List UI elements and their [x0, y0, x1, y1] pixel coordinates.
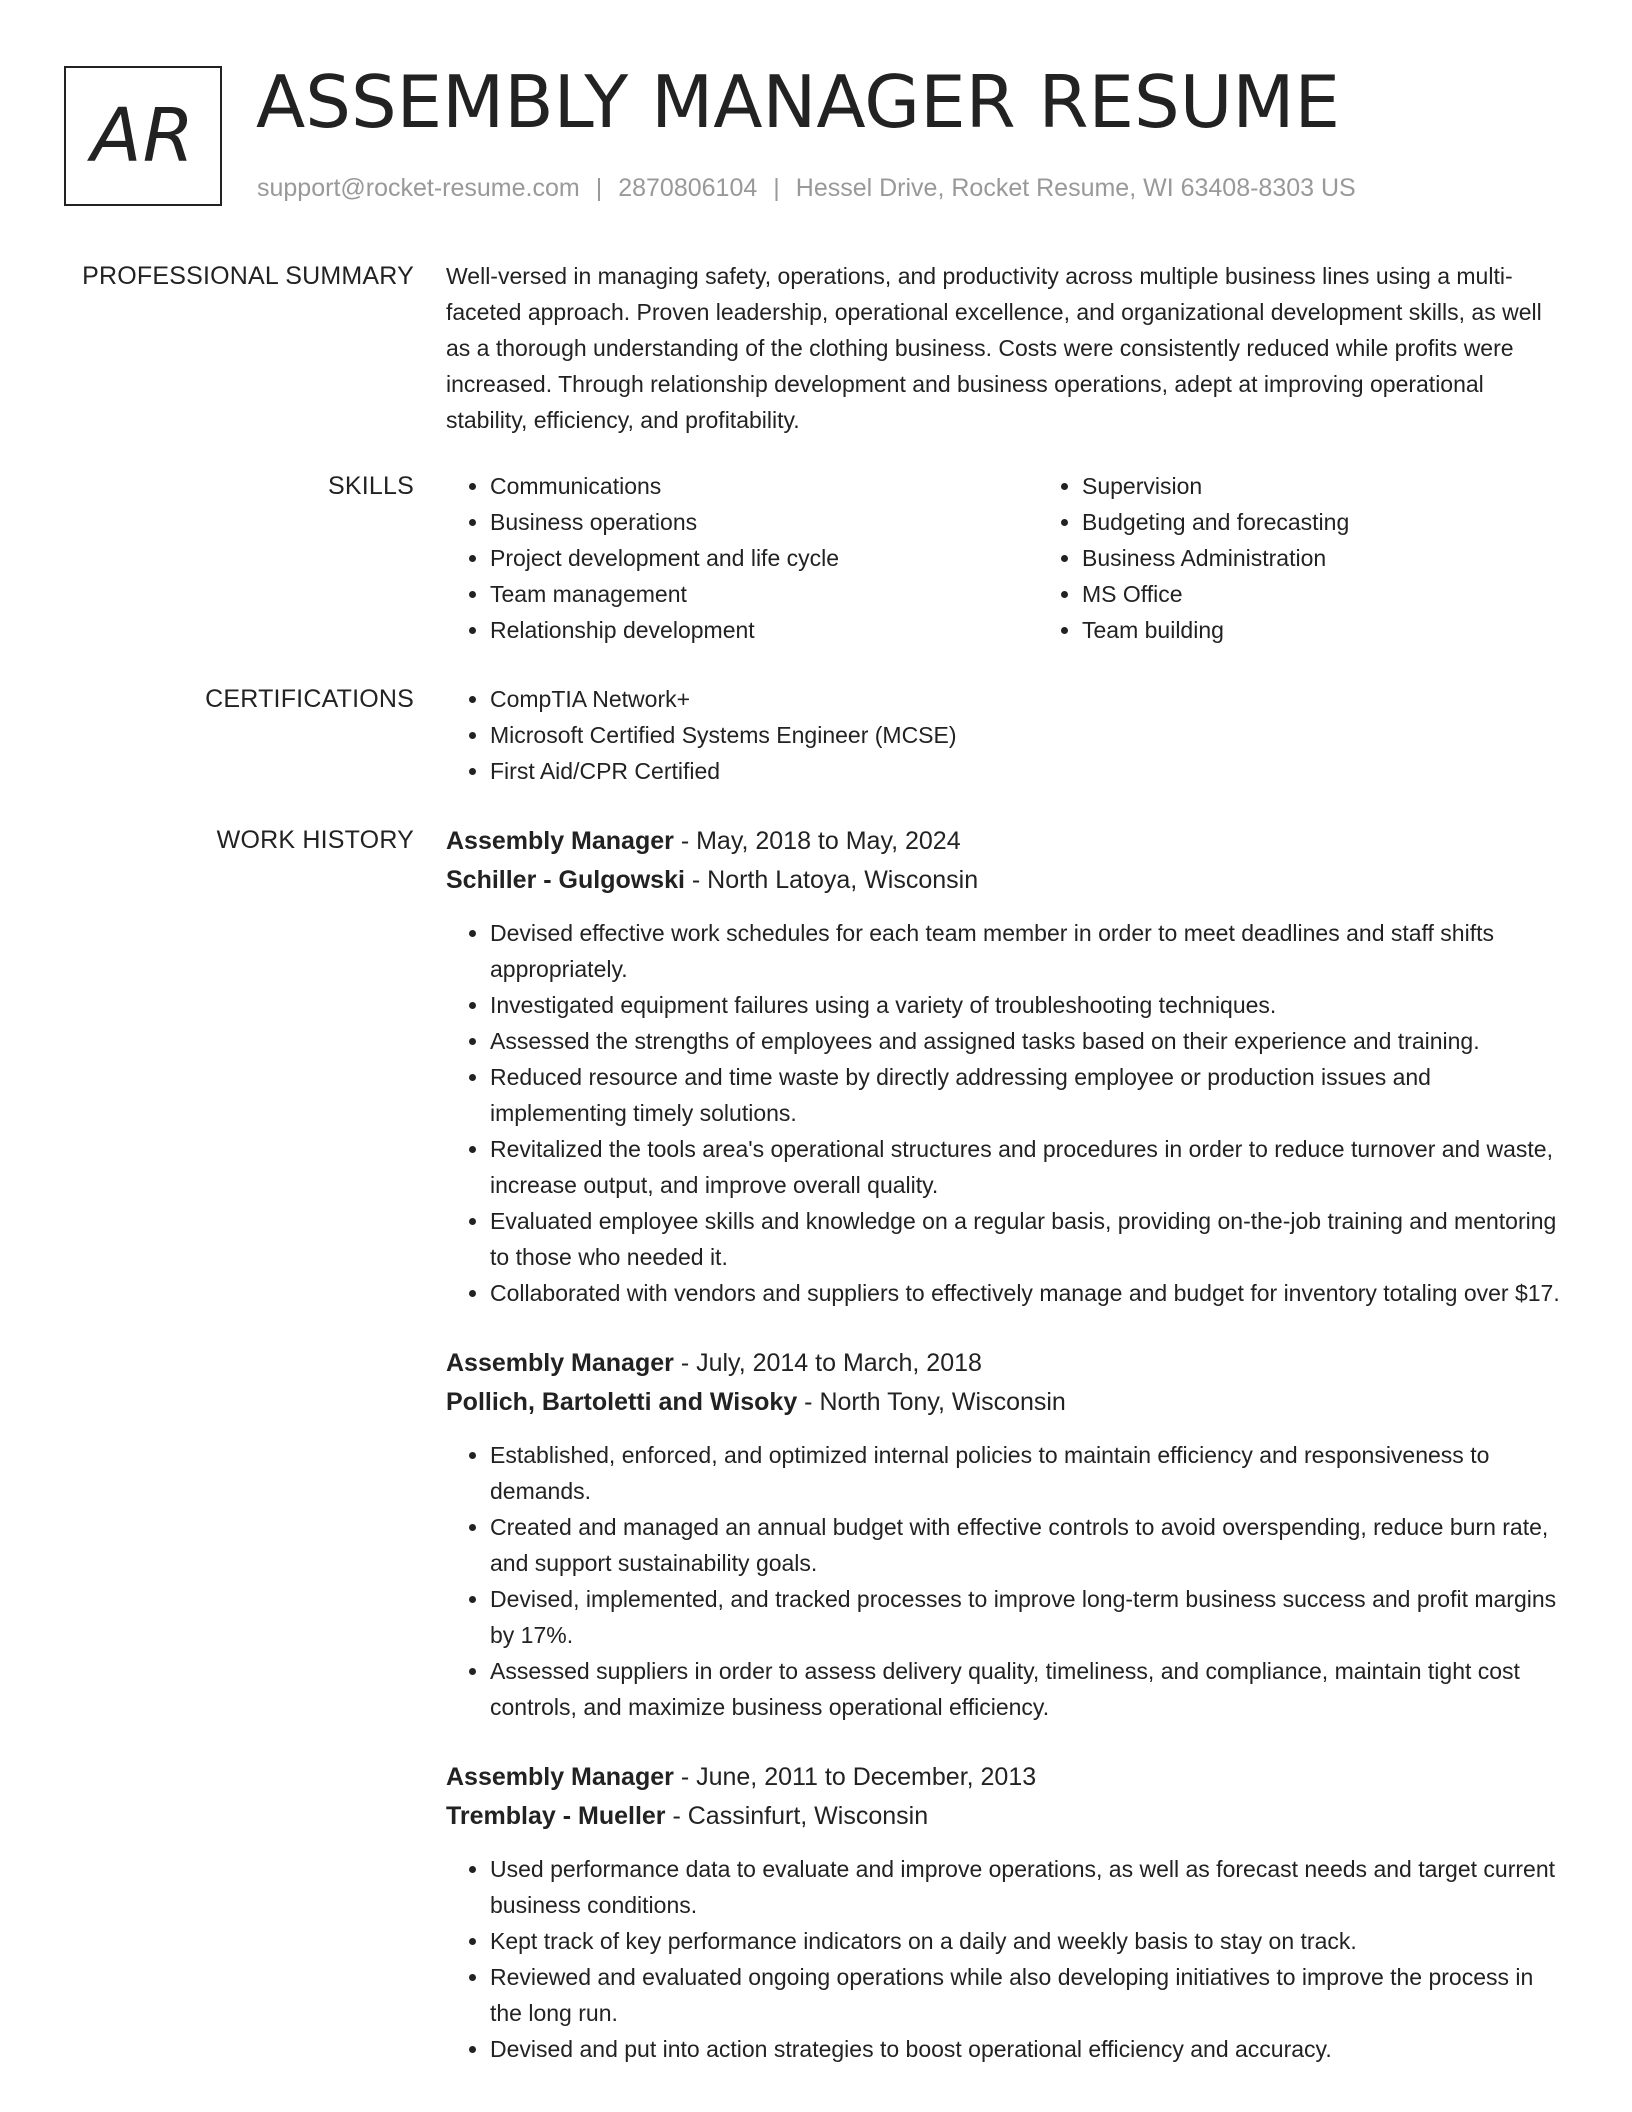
section-heading-work-history: WORK HISTORY — [216, 826, 414, 854]
job-entry — [446, 1758, 1561, 2067]
section-heading-summary: PROFESSIONAL SUMMARY — [82, 262, 414, 290]
contact-phone: 2870806104 — [618, 174, 758, 202]
professional-summary-section — [0, 258, 1632, 438]
job-dates: - May, 2018 to May, 2024 — [673, 827, 961, 855]
skill-item: • Relationship development — [490, 612, 1038, 648]
job-bullet: • Devised, implemented, and tracked processes to improve long-term business success and profit margins by 17%. — [490, 1581, 1561, 1653]
job-location: - North Tony, Wisconsin — [797, 1388, 1066, 1416]
summary-text: Well-versed in managing safety, operations, and productivity across multiple business lines using a multi-faceted approach. Proven leadership, operational excellence, and organizational development skills, as well as a thorough understanding of the clothing business. Costs were consistently reduced while profits were increased. Through relationship development and business operations, adept at improving operational stability, efficiency, and profitability. — [446, 263, 1542, 433]
skill-item: • Project development and life cycle — [490, 540, 1038, 576]
skill-item: • Team management — [490, 576, 1038, 612]
monogram-initials: AR — [90, 93, 196, 179]
certification-item: • Microsoft Certified Systems Engineer (MCSE) — [490, 717, 1561, 753]
work-history-section — [0, 822, 1632, 2067]
job-dates: - June, 2011 to December, 2013 — [673, 1763, 1037, 1791]
job-company: Schiller - Gulgowski — [446, 866, 685, 894]
job-location: - North Latoya, Wisconsin — [684, 866, 979, 894]
skills-list-right — [1038, 468, 1630, 648]
job-bullet: • Created and managed an annual budget with effective controls to avoid overspending, reduce burn rate, and support sustainability goals. — [490, 1509, 1561, 1581]
job-responsibilities — [446, 1851, 1561, 2067]
skills-section — [0, 468, 1632, 648]
job-bullet: • Revitalized the tools area's operational structures and procedures in order to reduce turnover and waste, increase output, and improve overall quality. — [490, 1131, 1561, 1203]
skill-item: • Supervision — [1082, 468, 1630, 504]
job-company: Tremblay - Mueller — [446, 1802, 666, 1830]
certification-item: • CompTIA Network+ — [490, 681, 1561, 717]
job-bullet: • Assessed the strengths of employees and assigned tasks based on their experience and training. — [490, 1023, 1561, 1059]
job-company-line — [446, 861, 1561, 900]
job-responsibilities — [446, 1437, 1561, 1725]
skills-list-left — [446, 468, 1038, 648]
job-bullet: • Kept track of key performance indicators on a daily and weekly basis to stay on track. — [490, 1923, 1561, 1959]
job-bullet: • Evaluated employee skills and knowledge on a regular basis, providing on-the-job training and mentoring to those who needed it. — [490, 1203, 1561, 1275]
job-dates: - July, 2014 to March, 2018 — [673, 1349, 982, 1377]
job-title: Assembly Manager — [446, 827, 674, 855]
certification-item: • First Aid/CPR Certified — [490, 753, 1561, 789]
job-title-line — [446, 822, 1561, 861]
certifications-list — [446, 681, 1561, 789]
job-bullet: • Devised effective work schedules for each team member in order to meet deadlines and staff shifts appropriately. — [490, 915, 1561, 987]
section-heading-certifications: CERTIFICATIONS — [205, 685, 414, 713]
job-location: - Cassinfurt, Wisconsin — [665, 1802, 929, 1830]
job-company-line — [446, 1383, 1561, 1422]
job-title-line — [446, 1344, 1561, 1383]
job-bullet: • Reduced resource and time waste by directly addressing employee or production issues and implementing timely solutions. — [490, 1059, 1561, 1131]
job-responsibilities — [446, 915, 1561, 1311]
contact-email: support@rocket-resume.com — [257, 174, 580, 202]
contact-address: Hessel Drive, Rocket Resume, WI 63408-8303 US — [795, 174, 1356, 202]
skill-item: • MS Office — [1082, 576, 1630, 612]
job-company: Pollich, Bartoletti and Wisoky — [446, 1388, 798, 1416]
job-title-line — [446, 1758, 1561, 1797]
section-heading-skills: SKILLS — [328, 472, 414, 500]
contact-info — [257, 174, 1356, 203]
job-bullet: • Investigated equipment failures using a variety of troubleshooting techniques. — [490, 987, 1561, 1023]
job-bullet: • Established, enforced, and optimized internal policies to maintain efficiency and responsiveness to demands. — [490, 1437, 1561, 1509]
job-bullet: • Reviewed and evaluated ongoing operations while also developing initiatives to improve the process in the long run. — [490, 1959, 1561, 2031]
skill-item: • Budgeting and forecasting — [1082, 504, 1630, 540]
job-bullet: • Collaborated with vendors and suppliers to effectively manage and budget for inventory totaling over $17. — [490, 1275, 1561, 1311]
job-entry — [446, 1344, 1561, 1725]
job-entry — [446, 822, 1561, 1311]
skill-item: • Communications — [490, 468, 1038, 504]
skill-item: • Business operations — [490, 504, 1038, 540]
skill-item: • Business Administration — [1082, 540, 1630, 576]
certifications-section — [0, 681, 1632, 789]
monogram-logo — [64, 66, 222, 206]
skill-item: • Team building — [1082, 612, 1630, 648]
job-bullet: • Devised and put into action strategies to boost operational efficiency and accuracy. — [490, 2031, 1561, 2067]
resume-title: ASSEMBLY MANAGER RESUME — [256, 60, 1341, 144]
job-title: Assembly Manager — [446, 1349, 674, 1377]
job-title: Assembly Manager — [446, 1763, 674, 1791]
resume-content — [0, 258, 1632, 2100]
job-bullet: • Used performance data to evaluate and improve operations, as well as forecast needs and target current business conditions. — [490, 1851, 1561, 1923]
job-company-line — [446, 1797, 1561, 1836]
contact-separator: | — [595, 174, 603, 202]
job-bullet: • Assessed suppliers in order to assess delivery quality, timeliness, and compliance, maintain tight cost controls, and maximize business operational efficiency. — [490, 1653, 1561, 1725]
contact-separator: | — [773, 174, 780, 202]
